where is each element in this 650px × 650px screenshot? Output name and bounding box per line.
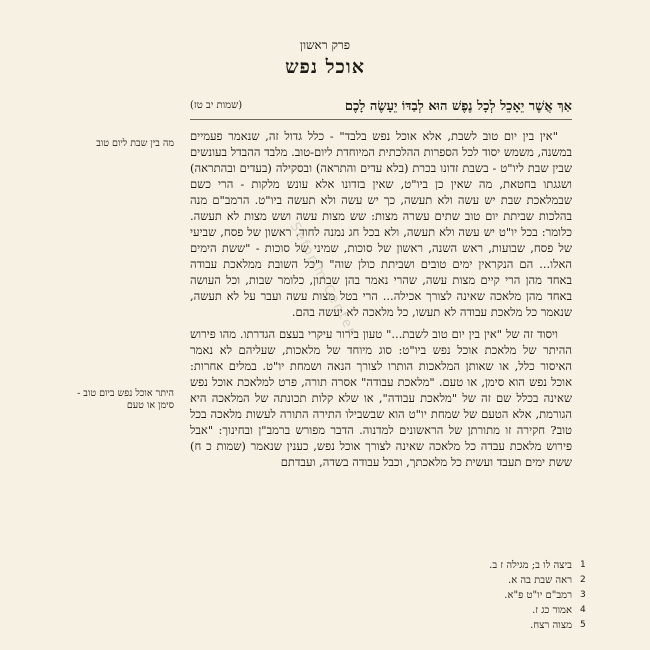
footnote-text: ראה שבת בה א. [508, 575, 572, 586]
footnote-number: 3 [580, 590, 586, 600]
footnote [190, 603, 586, 618]
verse-source: (שמות יב טז) [190, 100, 243, 111]
main-text [190, 128, 572, 474]
footnote-text: מצוה רצח. [530, 620, 572, 631]
page-title: אוכל נפש [285, 56, 365, 78]
footnote [190, 573, 586, 588]
footnote-number: 2 [580, 575, 586, 585]
footnote [190, 618, 586, 633]
paragraph: ויסוד זה של "אין בין יום טוב לשבת..." טעון בירור עיקרי בעצם הגדרתו. מהו פירוש ההיתר של מלאכת אוכל נפש ביו"ט: סוג מיוחד של מלאכות, שעליהם לא נאמר האיסור כלל, או שאותן המלאכות הותרו לצורך הנאה ושמחת יו"ט. במלים אחרות: אוכל נפש הוא סימן, או טעם. "מלאכת עבודה" אסרה תורה, פרט למלאכת אוכל נפש שאינה בכלל שם זה של "מלאכת עבודה", או שלא קלות תכונתה של המלאכה היא הגורמת, אלא הטעם של שמחת יו"ט הוא שבשבילו התירה התורה לעשות מלאכה בכל טוב? חקירה זו מתורתן של הראשונים למדנוה. הדבר מפורש ברמב"ן ובחינוך: "אבל פירוש מלאכת עבדה כל מלאכה שאינה לצורך אוכל נפש, כענין שנאמר (שמות כ ח) ששת ימים תעבד ועשית כל מלאכתך, וכבל עבודה בשדה, ועבדתם [190, 327, 572, 469]
margin-note: מה בין שבת ליום טוב [96, 138, 174, 149]
watermark: Seforim Center [286, 220, 360, 339]
footnote-text: רמב"ם יו"ט פ"א. [504, 590, 572, 601]
footnote-number: 4 [580, 605, 586, 615]
divider-line [190, 119, 572, 120]
margin-note: היתר אוכל נפש ביום טוב - סימן או טעם [77, 388, 174, 411]
footnotes [190, 558, 586, 633]
footnote-number: 1 [580, 560, 586, 570]
paragraph: "אין בין יום טוב לשבת, אלא אוכל נפש בלבד" - כלל גדול זה, שנאמר פעמיים במשנה, משמש יסוד לכל הספרות ההלכתית המיוחדת ליום-טוב. מלבד ההבדל בעונשים שבין שבת ליו"ט - בשבת זדונו בכרת (בלא עדים והתראה) ובסקילה (בעדים ובהתראה) ושגגתו בחטאת, מה שאין כן ביו"ט, שאין בזדונו אלא עונש מלקות - הרי כשם שבמלאכת שבת יש עשה ולא תעשה, כך יש עשה ולא תעשה ביו"ט. הרמב"ם מנה בהלכות שביתת יום טוב שתים עשרה מצות: שש מצות עשה ושש מצות לא תעשה. כלומר: בכל יו"ט יש עשה ולא תעשה, ולא בכל חג נמנה לחוד. ראשון של פסח, שביעי של פסח, שבועות, ראש השנה, ראשון של סוכות, שמיני של סוכות - "ששת הימים האלו... הם הנקראין ימים טובים ושביתת כולן שוה" ו"כל השובת ממלאכת עבודה באחד מהן הרי קיים מצות עשה, שהרי נאמר בהן שבתון, כלומר שבות, וכל העושה באחד מהן מלאכה שאינה לצורך אכילה... הרי בטל מצות עשה ועבר על לא תעשה, שנאמר כל מלאכת עבודה לא תעשו, כל מלאכה לא יעשה בהם. [190, 129, 572, 319]
footnote [190, 558, 586, 573]
footnote-text: ביצה לו ב; מגילה ז ב. [489, 560, 572, 571]
footnote-text: אמור כג ז. [532, 605, 572, 616]
verse-line [190, 98, 572, 120]
footnote [190, 588, 586, 603]
footnote-number: 5 [580, 620, 586, 630]
verse-text: אַךְ אֲשֶׁר יֵאָכֵל לְכָל נֶפֶשׁ הוּא לְבַדּוֹ יֵעָשֶׂה לָכֶם [344, 99, 572, 114]
chapter-heading: פרק ראשון [299, 38, 351, 52]
